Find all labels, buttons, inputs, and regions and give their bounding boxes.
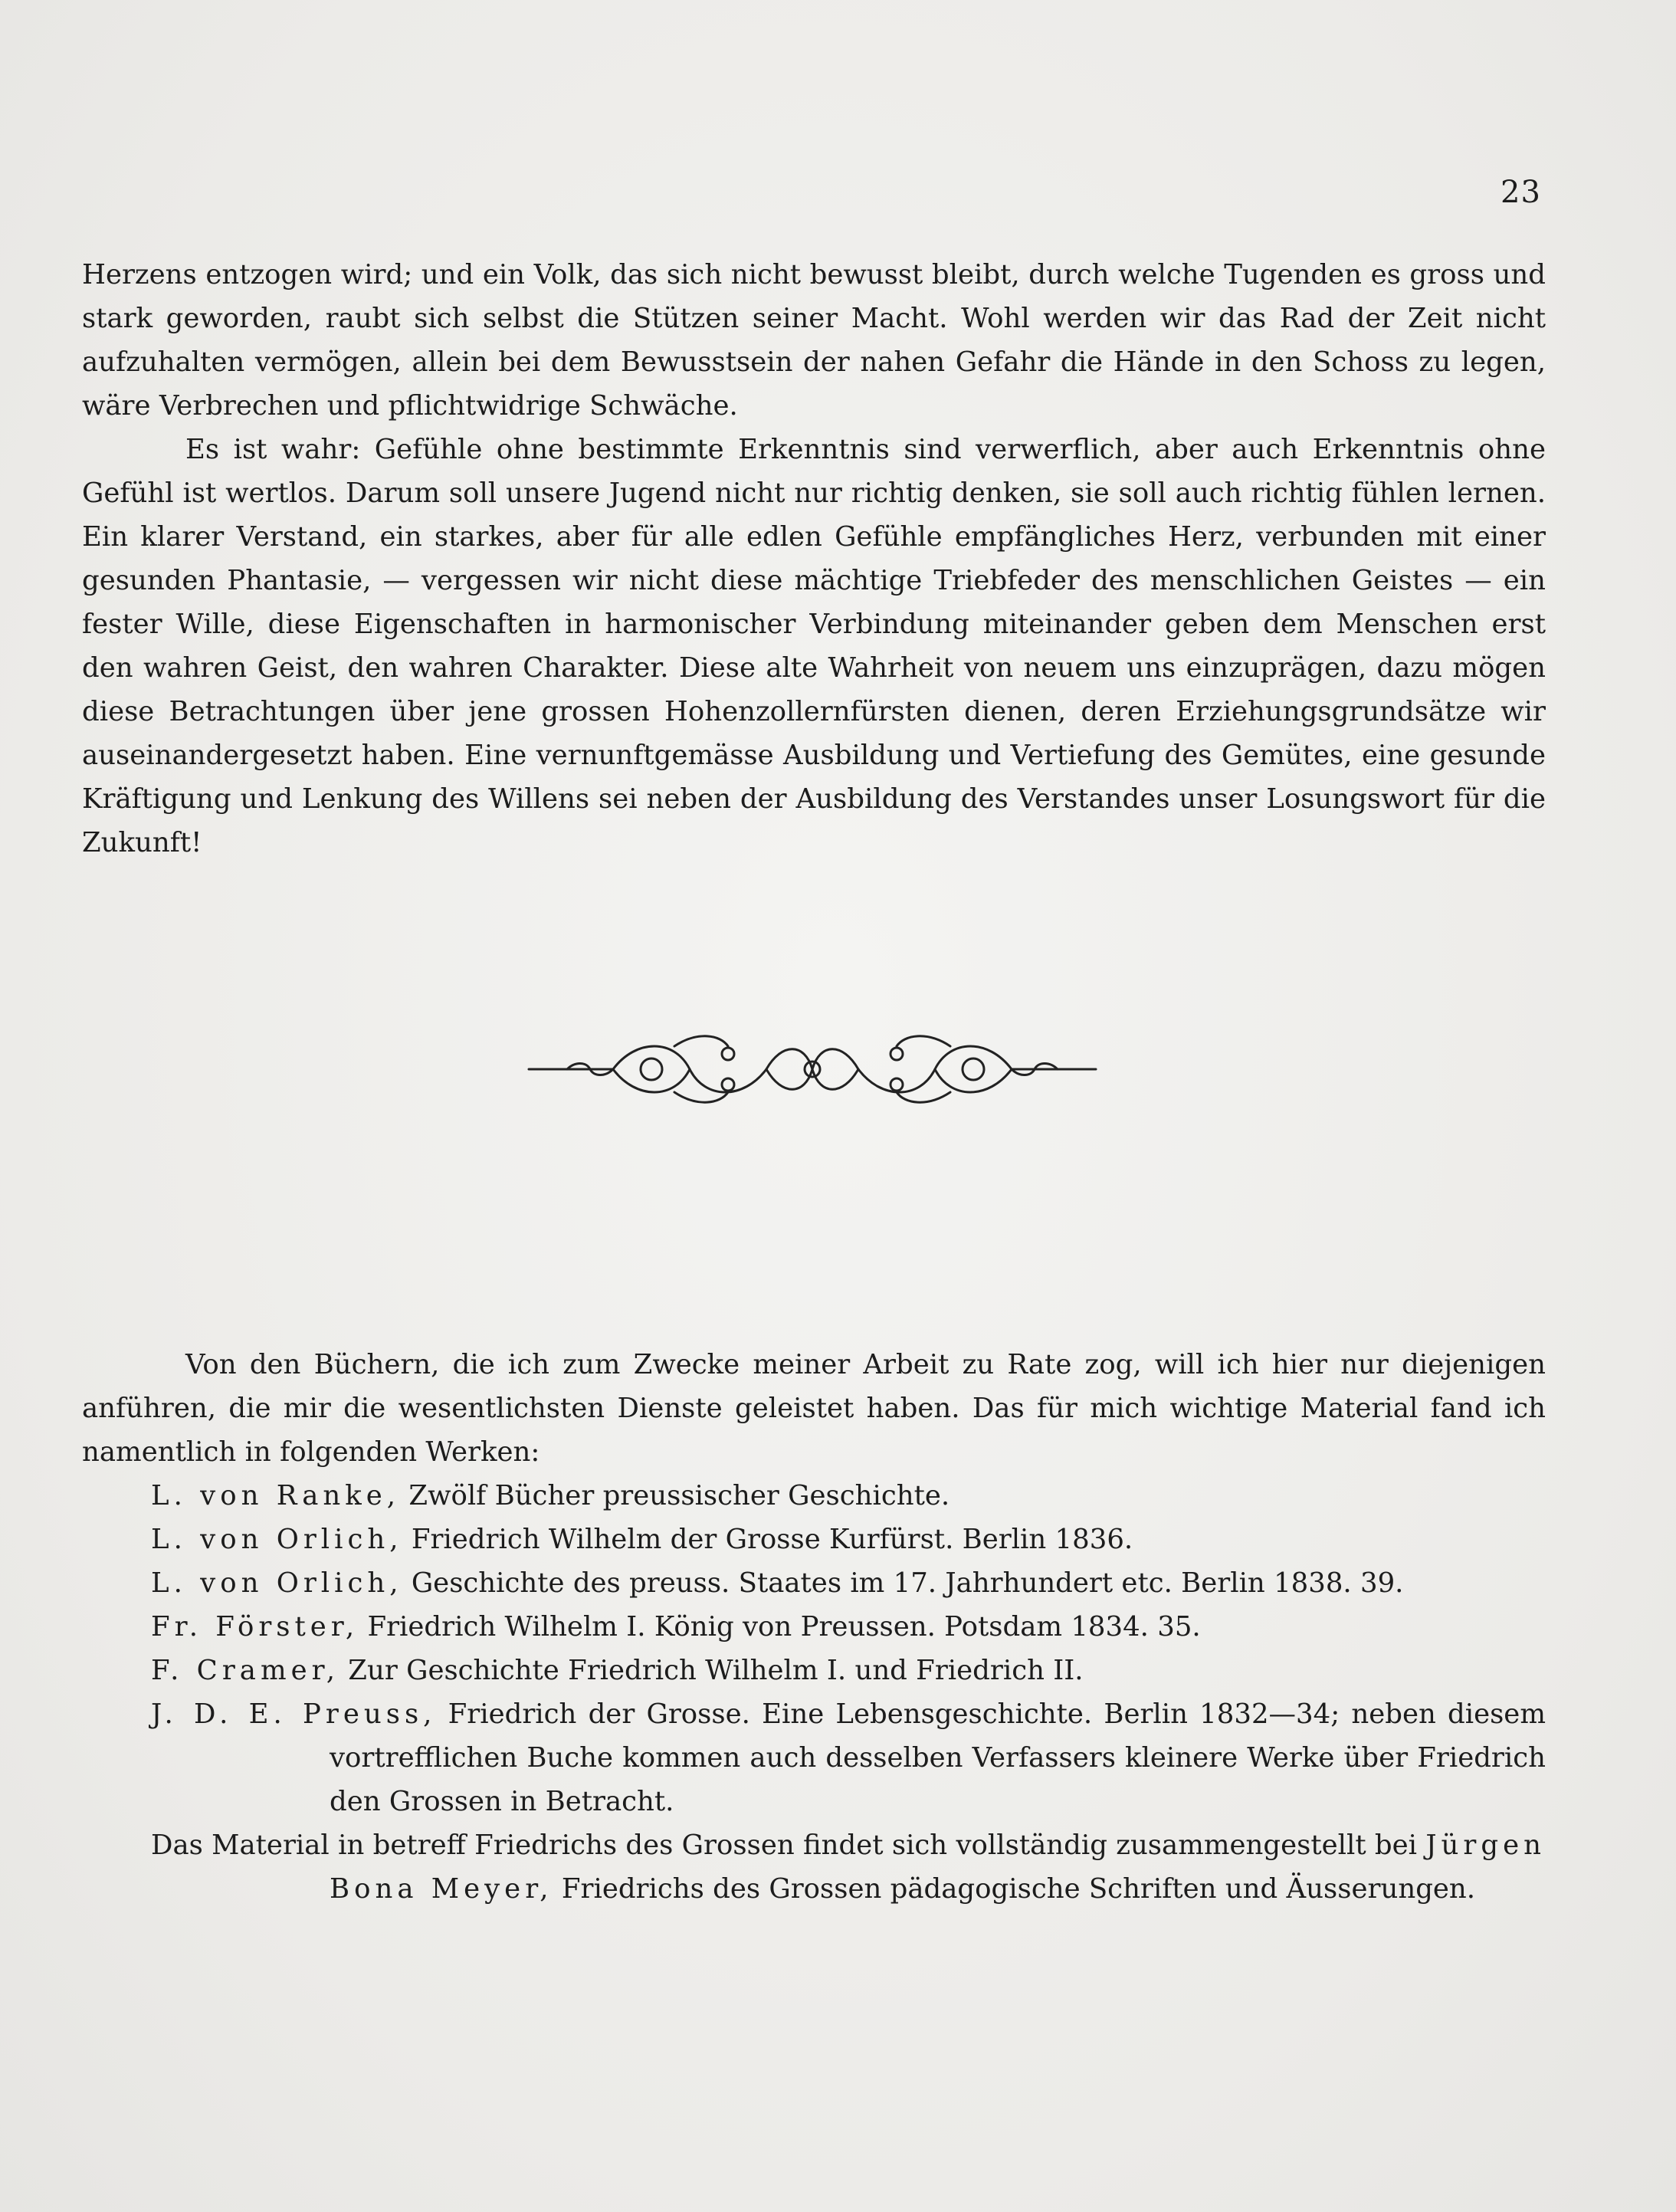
- reference-author: L. von Ranke,: [151, 1480, 401, 1511]
- reference-item: [151, 1692, 1546, 1823]
- reference-title: Friedrich Wilhelm I. König von Preussen. Potsdam 1834. 35.: [367, 1611, 1201, 1643]
- reference-list: [151, 1474, 1546, 1823]
- reference-item: [151, 1649, 1546, 1692]
- closing-paragraph: [151, 1823, 1546, 1911]
- reference-title: Zur Geschichte Friedrich Wilhelm I. und Friedrich II.: [348, 1655, 1084, 1686]
- reference-author: L. von Orlich,: [151, 1524, 403, 1555]
- closing-note: [151, 1823, 1546, 1911]
- page-number: 23: [1501, 175, 1541, 210]
- reference-title: Friedrich der Grosse. Eine Lebensgeschichte. Berlin 1832—34; neben diesem vortrefflichen Buche kommen auch desselben Verfassers kleinere Werke über Friedrich den Grossen in Betracht.: [330, 1698, 1546, 1817]
- reference-item: [151, 1518, 1546, 1561]
- main-text: [82, 253, 1546, 865]
- reference-author: F. Cramer,: [151, 1655, 339, 1686]
- reference-item: [151, 1561, 1546, 1605]
- reference-title: Zwölf Bücher preussischer Geschichte.: [408, 1480, 950, 1511]
- reference-author: Fr. Förster,: [151, 1611, 359, 1643]
- paragraph-2: Es ist wahr: Gefühle ohne bestimmte Erkenntnis sind verwerflich, aber auch Erkenntnis ohne Gefühl ist wertlos. Darum soll unsere Jugend nicht nur richtig denken, sie soll auch richtig fühlen lernen. Ein klarer Verstand, ein starkes, aber für alle edlen Gefühle empfängliches Herz, verbunden mit einer gesunden Phantasie, — vergessen wir nicht diese mächtige Triebfeder des menschlichen Geistes — ein fester Wille, diese Eigenschaften in harmonischer Verbindung miteinander geben dem Menschen erst den wahren Geist, den wahren Charakter. Diese alte Wahrheit von neuem uns einzuprägen, dazu mögen diese Betrachtungen über jene grossen Hohenzollernfürsten dienen, deren Erziehungsgrundsätze wir auseinandergesetzt haben. Eine vernunftgemässe Ausbildung und Vertiefung des Gemütes, eine gesunde Kräftigung und Lenkung des Willens sei neben der Ausbildung des Verstandes unser Losungswort für die Zukunft!: [82, 434, 1546, 858]
- paragraph-1: Herzens entzogen wird; und ein Volk, das sich nicht bewusst bleibt, durch welche Tugenden es gross und stark geworden, raubt sich selbst die Stützen seiner Macht. Wohl werden wir das Rad der Zeit nicht aufzuhalten vermögen, allein bei dem Bewusstsein der nahen Gefahr die Hände in den Schoss zu legen, wäre Verbrechen und pflichtwidrige Schwäche.: [82, 259, 1546, 422]
- sources-intro: Von den Büchern, die ich zum Zwecke meiner Arbeit zu Rate zog, will ich hier nur diejenigen anführen, die mir die wesentlichsten Dienste geleistet haben. Das für mich wichtige Material fand ich namentlich in folgenden Werken:: [82, 1349, 1546, 1468]
- reference-title: Geschichte des preuss. Staates im 17. Jahrhundert etc. Berlin 1838. 39.: [411, 1567, 1404, 1599]
- ornament-divider: [521, 1023, 1104, 1115]
- closing-rest: Friedrichs des Grossen pädagogische Schriften und Äusserungen.: [561, 1873, 1476, 1905]
- reference-item: [151, 1605, 1546, 1649]
- reference-title: Friedrich Wilhelm der Grosse Kurfürst. Berlin 1836.: [411, 1524, 1133, 1555]
- closing-author: Jürgen Bona Meyer,: [330, 1830, 1546, 1905]
- reference-author: J. D. E. Preuss,: [151, 1698, 437, 1730]
- closing-lead: Das Material in betreff Friedrichs des Grossen findet sich vollständig zusammengestellt bei: [151, 1830, 1417, 1861]
- reference-item: [151, 1474, 1546, 1518]
- reference-author: L. von Orlich,: [151, 1567, 403, 1599]
